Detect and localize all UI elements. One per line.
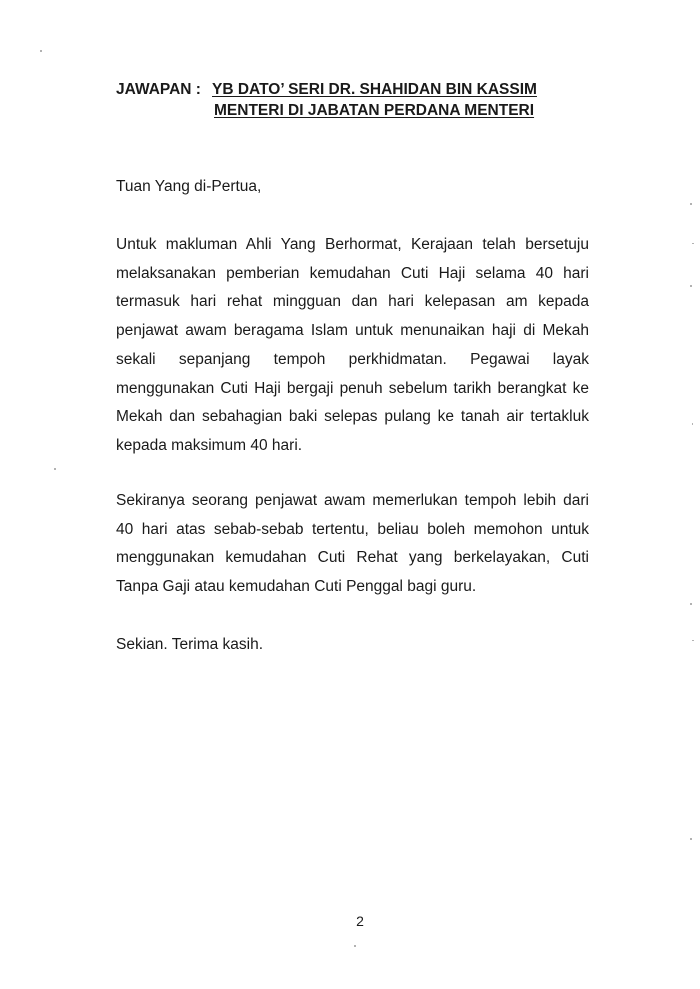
- scan-speck: [690, 838, 692, 840]
- paragraph-line: Tanpa Gaji atau kemudahan Cuti Penggal bagi guru.: [116, 578, 477, 596]
- salutation: Tuan Yang di-Pertua,: [116, 178, 262, 195]
- paragraph-line: penjawat awam beragama Islam untuk menunaikan haji di Mekah: [116, 322, 589, 340]
- answer-heading: [116, 79, 586, 121]
- closing-remark: Sekian. Terima kasih.: [116, 636, 264, 653]
- paragraph-line: 40 hari atas sebab-sebab tertentu, beliau boleh memohon untuk: [116, 520, 589, 538]
- scan-speck: [40, 50, 42, 52]
- scan-speck: [692, 640, 694, 641]
- scan-speck: [690, 203, 692, 205]
- page-number: 2: [356, 913, 364, 929]
- scan-speck: [54, 468, 56, 470]
- paragraph-line: Sekiranya seorang penjawat awam memerlukan tempoh lebih dari: [116, 492, 589, 509]
- paragraph-line: melaksanakan pemberian kemudahan Cuti Haji selama 40 hari: [116, 264, 589, 282]
- minister-name: YB DATO’ SERI DR. SHAHIDAN BIN KASSIM: [212, 81, 537, 98]
- scan-speck: [354, 945, 356, 947]
- paragraph-line: Untuk makluman Ahli Yang Berhormat, Kerajaan telah bersetuju: [116, 236, 589, 253]
- paragraph-line: Mekah dan sebahagian baki selepas pulang ke tanah air tertakluk: [116, 408, 589, 426]
- answer-label: JAWAPAN :: [116, 81, 201, 98]
- minister-position: MENTERI DI JABATAN PERDANA MENTERI: [214, 102, 535, 119]
- paragraph-line: termasuk hari rehat mingguan dan hari kelepasan am kepada: [116, 293, 589, 311]
- paragraph-line: menggunakan Cuti Haji bergaji penuh sebelum tarikh berangkat ke: [116, 379, 589, 397]
- paragraph-line: kepada maksimum 40 hari.: [116, 436, 303, 454]
- paragraph-2: [116, 487, 589, 602]
- scan-speck: [692, 243, 694, 244]
- paragraph-line: menggunakan kemudahan Cuti Rehat yang berkelayakan, Cuti: [116, 549, 589, 567]
- paragraph-line: sekali sepanjang tempoh perkhidmatan. Pegawai layak: [116, 350, 589, 368]
- scan-speck: [692, 423, 693, 425]
- paragraph-1: [116, 231, 589, 461]
- scan-speck: [690, 285, 692, 287]
- scan-speck: [690, 603, 692, 605]
